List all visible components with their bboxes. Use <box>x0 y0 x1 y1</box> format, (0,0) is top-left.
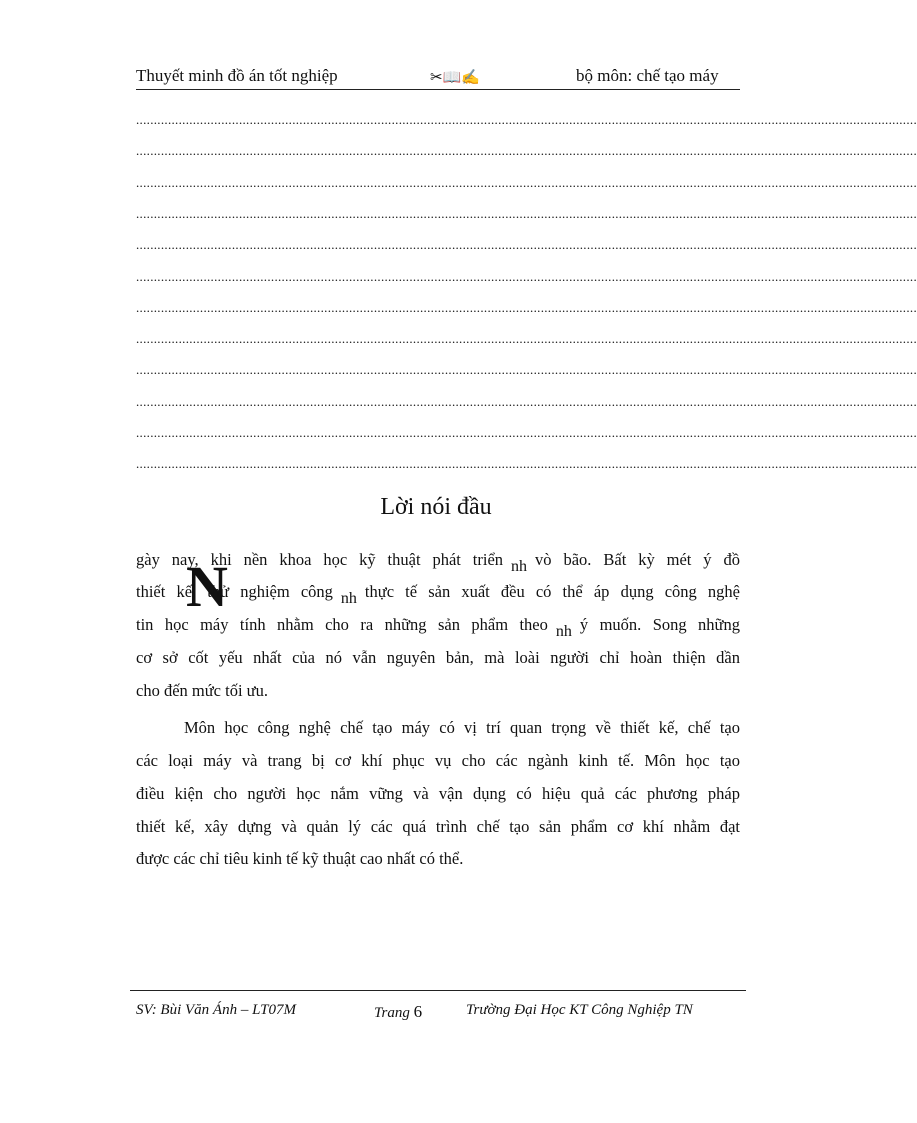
header-rule <box>136 89 740 90</box>
p2-line-3: điều kiện cho người học nắm vững và vận dụng có hiệu quả các phương pháp <box>136 784 740 803</box>
dotted-line: ............................................................................................................................................................................................................................ <box>136 456 917 472</box>
p1-line-3: tin học máy tính nhằm cho ra những sản phẩm theo nh ý muốn. Song những <box>136 615 740 640</box>
drop-cap: N <box>186 554 228 619</box>
p1-line-1: gày nay, khi nền khoa học kỹ thuật phát triển nh vò bão. Bất kỳ mét ý đồ <box>136 550 740 575</box>
dotted-line: ............................................................................................................................................................................................................................ <box>136 205 917 221</box>
dotted-line: ............................................................................................................................................................................................................................ <box>136 237 917 253</box>
section-title: Lời nói đầu <box>380 494 492 520</box>
footer-student: SV: Bùi Văn Ánh – LT07M <box>136 1002 296 1018</box>
header-right: bộ môn: chế tạo máy <box>576 66 719 85</box>
footer-page: Trang 6 <box>374 1002 423 1021</box>
footer-rule <box>130 990 746 991</box>
dotted-line: ............................................................................................................................................................................................................................ <box>136 299 917 315</box>
p2-line-1: Môn học công nghệ chế tạo máy có vị trí quan trọng về thiết kế, chế tạo <box>184 718 740 737</box>
header-left: Thuyết minh đồ án tốt nghiệp <box>136 66 338 85</box>
p1-line-5: cho đến mức tối ưu. <box>136 681 268 700</box>
dotted-line: ............................................................................................................................................................................................................................ <box>136 331 917 347</box>
p1-line-4: cơ sở cốt yếu nhất của nó vẫn nguyên bản, mà loài người chỉ hoàn thiện dần <box>136 648 740 667</box>
footer-school: Trường Đại Học KT Công Nghiệp TN <box>466 1002 693 1018</box>
dotted-line: ............................................................................................................................................................................................................................ <box>136 174 917 190</box>
dotted-line: ............................................................................................................................................................................................................................ <box>136 362 917 378</box>
dotted-line: ............................................................................................................................................................................................................................ <box>136 112 917 127</box>
dotted-line: ............................................................................................................................................................................................................................ <box>136 425 917 440</box>
header-ornament-icon: ✂📖✍ <box>430 70 480 86</box>
p2-line-5: được các chỉ tiêu kinh tế kỹ thuật cao nhất có thể. <box>136 849 464 868</box>
p1-line-2: thiết kế, thử nghiệm công nh thực tế sản xuất đều có thể áp dụng công nghệ <box>136 582 740 607</box>
dotted-line: ............................................................................................................................................................................................................................ <box>136 143 917 159</box>
p2-line-4: thiết kế, xây dựng và quản lý các quá trình chế tạo sản phẩm cơ khí nhằm đạt <box>136 817 740 836</box>
dotted-line: ............................................................................................................................................................................................................................ <box>136 393 917 409</box>
dotted-line: ............................................................................................................................................................................................................................ <box>136 268 917 284</box>
p2-line-2: các loại máy và trang bị cơ khí phục vụ cho các ngành kinh tế. Môn học tạo <box>136 751 740 770</box>
page-number: 6 <box>413 1002 423 1021</box>
